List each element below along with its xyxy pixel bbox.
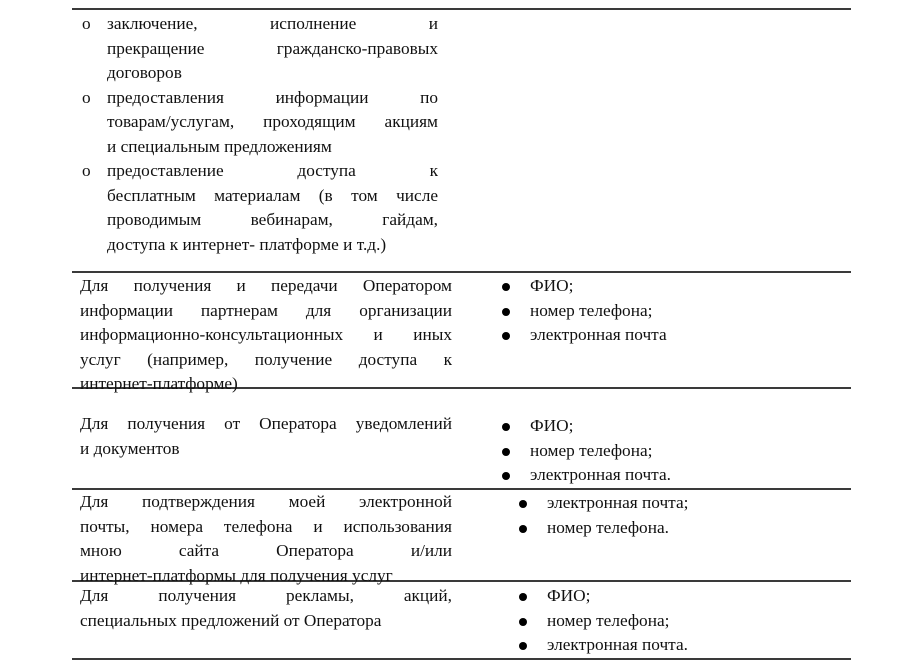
sublist-line: заключение, исполнение и [107,14,438,33]
sublist-line: предоставление доступа к [107,161,438,180]
data-list-item: электронная почта; [519,491,688,516]
table-rule-top [72,8,851,10]
purpose-line: почты, номера телефона и использования [80,516,452,536]
purpose-line: интернет-платформе) [80,374,238,393]
purpose-line: Для получения от Оператора уведомлений [80,414,452,433]
bullet-icon [519,642,527,650]
data-list-item: номер телефона; [519,609,688,634]
data-list-item: номер телефона; [502,439,671,464]
sublist-line: товарам/услугам, проходящим акциям [107,112,438,131]
purpose-line: Для подтверждения моей электронной [80,492,452,511]
sublist-item [80,12,438,86]
bullet-icon [519,618,527,626]
purpose-line: и документов [80,438,180,458]
circle-bullet-icon: o [82,161,91,180]
data-list-item: электронная почта. [502,463,671,488]
purpose-cell [80,274,452,397]
data-list [519,584,688,658]
circle-bullet-icon: o [82,87,91,107]
purpose-line: специальных предложений от Оператора [80,610,382,630]
purpose-line: интернет-платформы для получения услуг [80,565,393,585]
data-list [519,491,688,540]
purpose-line: Для получения рекламы, акций, [80,586,452,605]
data-list-item: ФИО; [519,584,688,609]
data-list-item: ФИО; [502,274,667,299]
sublist-line: доступа к интернет- платформе и т.д.) [107,234,387,254]
purpose-cell [80,412,452,461]
data-list-item: электронная почта [502,323,667,348]
purpose-line: мною сайта Оператора и/или [80,541,452,560]
sublist-item [80,159,438,257]
data-list-item: электронная почта. [519,633,688,658]
bullet-icon [519,500,527,508]
sublist-line: предоставления информации по [107,87,438,107]
purpose-line: информационно-консультационных и иных [80,325,452,344]
bullet-icon [502,423,510,431]
circle-bullet-icon: o [82,14,91,33]
bullet-icon [502,332,510,340]
data-list-item: ФИО; [502,414,671,439]
sublist-line: бесплатным материалам (в том числе [107,185,438,205]
purpose-sublist [80,12,438,257]
purpose-line: услуг (например, получение доступа к [80,349,452,369]
data-list [502,414,671,488]
purpose-cell [80,584,452,633]
bullet-icon [502,472,510,480]
data-list-item: номер телефона; [502,299,667,324]
sublist-item [80,86,438,160]
sublist-line: прекращение гражданско-правовых [107,38,438,58]
data-list-item: номер телефона. [519,516,688,541]
data-list [502,274,667,348]
sublist-line: договоров [107,63,182,82]
sublist-line: проводимым вебинарам, гайдам, [107,210,438,229]
bullet-icon [502,308,510,316]
purpose-cell [80,490,452,588]
table-rule-bottom [72,658,851,660]
sublist-line: и специальным предложениям [107,136,332,156]
bullet-icon [519,593,527,601]
table-rule-1 [72,271,851,273]
purpose-line: информации партнерам для организации [80,300,452,320]
purpose-line: Для получения и передачи Оператором [80,276,452,295]
bullet-icon [519,525,527,533]
bullet-icon [502,283,510,291]
bullet-icon [502,448,510,456]
